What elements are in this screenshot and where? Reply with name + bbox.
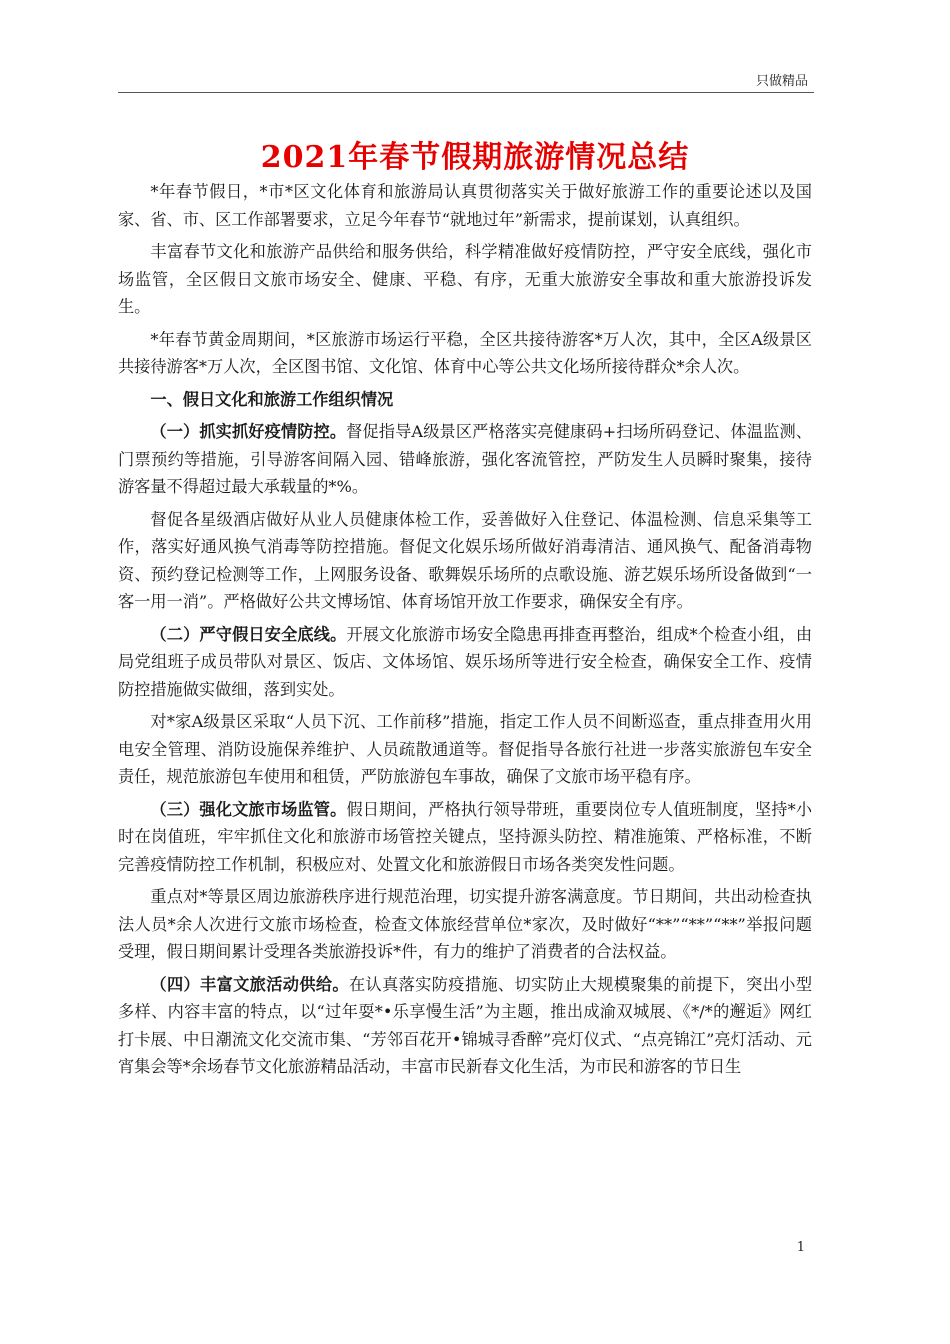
document-title: 2021年春节假期旅游情况总结 <box>260 140 690 175</box>
paragraph: 对*家A级景区采取“人员下沉、工作前移”措施，指定工作人员不间断巡查，重点排查用火用电安全管理、消防设施保养维护、人员疏散通道等。督促指导各旅行社进一步落实旅游包车安全责任，规范旅游包车使用和租赁，严防旅游包车事故，确保了文旅市场平稳有序。 <box>118 712 812 786</box>
paragraph <box>118 796 812 879</box>
item-text: 开展文化旅游市场安全隐患再排查再整治，组成*个检查小组，由局党组班子成员带队对景区、饭店、文体场馆、娱乐场所等进行安全检查，确保安全工作、疫情防控措施做实做细，落到实处。 <box>118 624 813 699</box>
paragraph: 重点对*等景区周边旅游秩序进行规范治理，切实提升游客满意度。节日期间，共出动检查执法人员*余人次进行文旅市场检查，检查文体旅经营单位*家次，及时做好“**”“**”“**”举报问题受理，假日期间累计受理各类旅游投诉*件，有力的维护了消费者的合法权益。 <box>118 887 812 961</box>
paragraph <box>118 621 812 704</box>
paragraph <box>118 971 812 1081</box>
item-text: 在认真落实防疫措施、切实防止大规模聚集的前提下，突出小型多样、内容丰富的特点，以“过年耍*•乐享慢生活”为主题，推出成渝双城展、《*/*的邂逅》网红打卡展、中日潮流文化交流市集、“芳邻百花开•锦城寻香醉”亮灯仪式、“点亮锦江”亮灯活动、元宵集会等*余场春节文化旅游精品活动，丰富市民新春文化生活，为市民和游客的节日生 <box>118 974 813 1076</box>
header-divider <box>118 92 814 93</box>
paragraph: *年春节黄金周期间，*区旅游市场运行平稳，全区共接待游客*万人次，其中，全区A级景区共接待游客*万人次，全区图书馆、文化馆、体育中心等公共文化场所接待群众*余人次。 <box>118 329 812 376</box>
paragraph <box>118 418 812 501</box>
item-lead: （四）丰富文旅活动供给。 <box>150 974 349 994</box>
document-body <box>118 178 812 1086</box>
item-lead: （二）严守假日安全底线。 <box>150 624 347 644</box>
item-lead: （三）强化文旅市场监管。 <box>150 799 347 819</box>
item-text: 督促指导A级景区严格落实亮健康码+扫场所码登记、体温监测、门票预约等措施，引导游客间隔入园、错峰旅游，强化客流管控，严防发生人员瞬时聚集，接待游客量不得超过最大承载量的*%。 <box>118 422 812 496</box>
header-note: 只做精品 <box>755 74 808 89</box>
paragraph: *年春节假日，*市*区文化体育和旅游局认真贯彻落实关于做好旅游工作的重要论述以及国家、省、市、区工作部署要求，立足今年春节“就地过年”新需求，提前谋划，认真组织。 <box>118 182 812 229</box>
item-lead: （一）抓实抓好疫情防控。 <box>150 422 347 441</box>
section-heading: 一、假日文化和旅游工作组织情况 <box>150 389 394 409</box>
paragraph: 丰富春节文化和旅游产品供给和服务供给，科学精准做好疫情防控，严守安全底线，强化市场监管，全区假日文旅市场安全、健康、平稳、有序，无重大旅游安全事故和重大旅游投诉发生。 <box>118 242 812 316</box>
page-number: 1 <box>796 1240 805 1255</box>
paragraph: 督促各星级酒店做好从业人员健康体检工作，妥善做好入住登记、体温检测、信息采集等工作，落实好通风换气消毒等防控措施。督促文化娱乐场所做好消毒清洁、通风换气、配备消毒物资、预约登记检测等工作，上网服务设备、歌舞娱乐场所的点歌设施、游艺娱乐场所设备做到“一客一用一消”。严格做好公共文博场馆、体育场馆开放工作要求，确保安全有序。 <box>118 509 812 611</box>
item-text: 假日期间，严格执行领导带班，重要岗位专人值班制度，坚持*小时在岗值班，牢牢抓住文化和旅游市场管控关键点，坚持源头防控、精准施策、严格标准，不断完善疫情防控工作机制，积极应对、处置文化和旅游假日市场各类突发性问题。 <box>118 799 813 874</box>
